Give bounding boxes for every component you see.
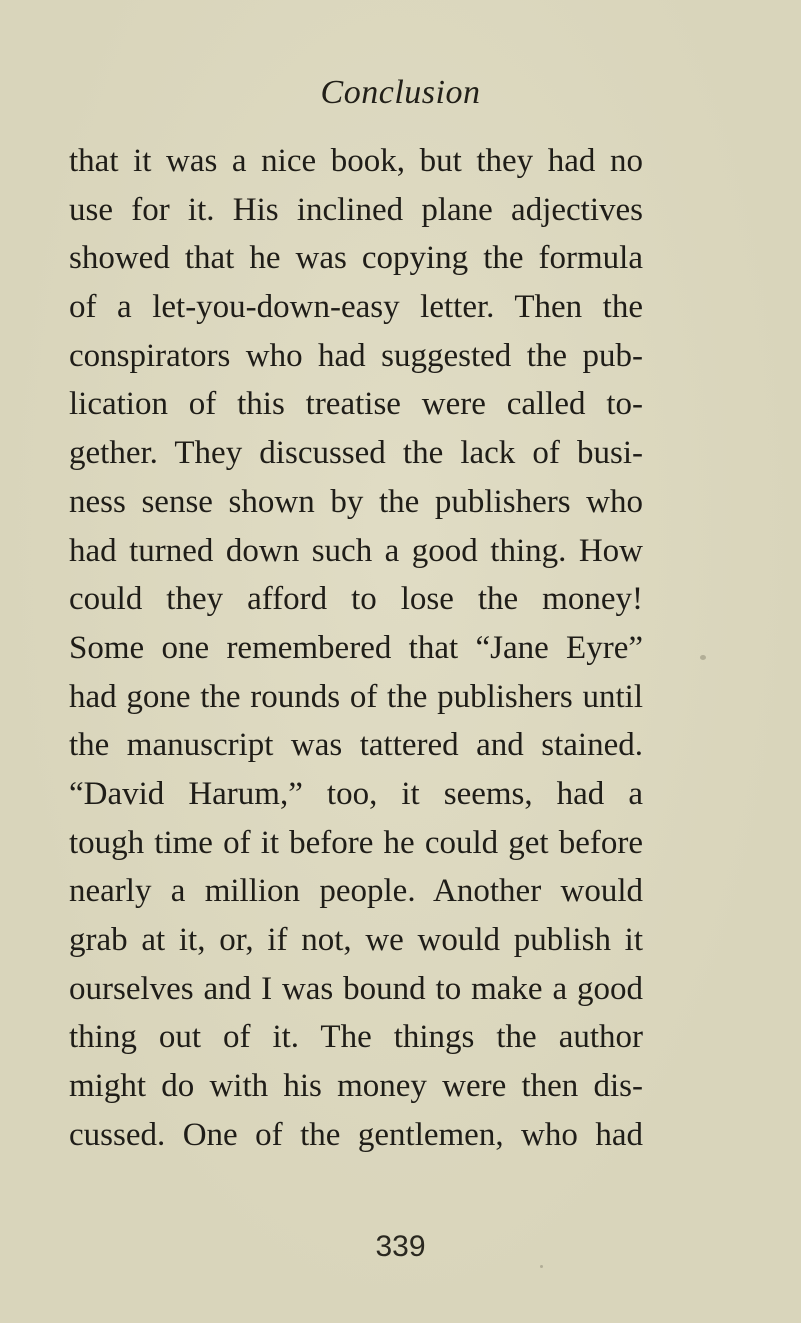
text-line: the manuscript was tattered and stained.: [69, 727, 643, 764]
text-line: had gone the rounds of the publishers until: [69, 678, 643, 715]
text-line: could they afford to lose the money!: [69, 581, 643, 618]
paper-speck: [700, 655, 706, 660]
text-line: that it was a nice book, but they had no: [69, 143, 643, 179]
text-line: nearly a million people. Another would: [69, 873, 643, 910]
text-line: Some one remembered that “Jane Eyre”: [69, 629, 643, 666]
text-line: “David Harum,” too, it seems, had a: [69, 775, 643, 812]
text-line: lication of this treatise were called to-: [69, 386, 643, 423]
text-line: tough time of it before he could get before: [69, 824, 643, 861]
paper-speck: [540, 1265, 543, 1268]
text-line: grab at it, or, if not, we would publish it: [69, 922, 643, 958]
text-line: ourselves and I was bound to make a good: [69, 970, 643, 1007]
text-line: cussed. One of the gentlemen, who had: [69, 1116, 643, 1153]
text-line: of a let-you-down-easy letter. Then the: [69, 289, 643, 326]
text-line: gether. They discussed the lack of busi-: [69, 435, 643, 472]
text-line: use for it. His inclined plane adjectives: [69, 191, 643, 228]
text-line: had turned down such a good thing. How: [69, 532, 643, 569]
running-head: Conclusion: [320, 74, 481, 111]
text-line: thing out of it. The things the author: [69, 1019, 643, 1056]
text-line: showed that he was copying the formula: [69, 240, 643, 277]
body-text: [69, 137, 643, 1159]
text-line: might do with his money were then dis-: [69, 1068, 643, 1105]
page-number: 339: [375, 1230, 426, 1263]
text-line: conspirators who had suggested the pub-: [69, 337, 643, 374]
text-line: ness sense shown by the publishers who: [69, 483, 643, 520]
